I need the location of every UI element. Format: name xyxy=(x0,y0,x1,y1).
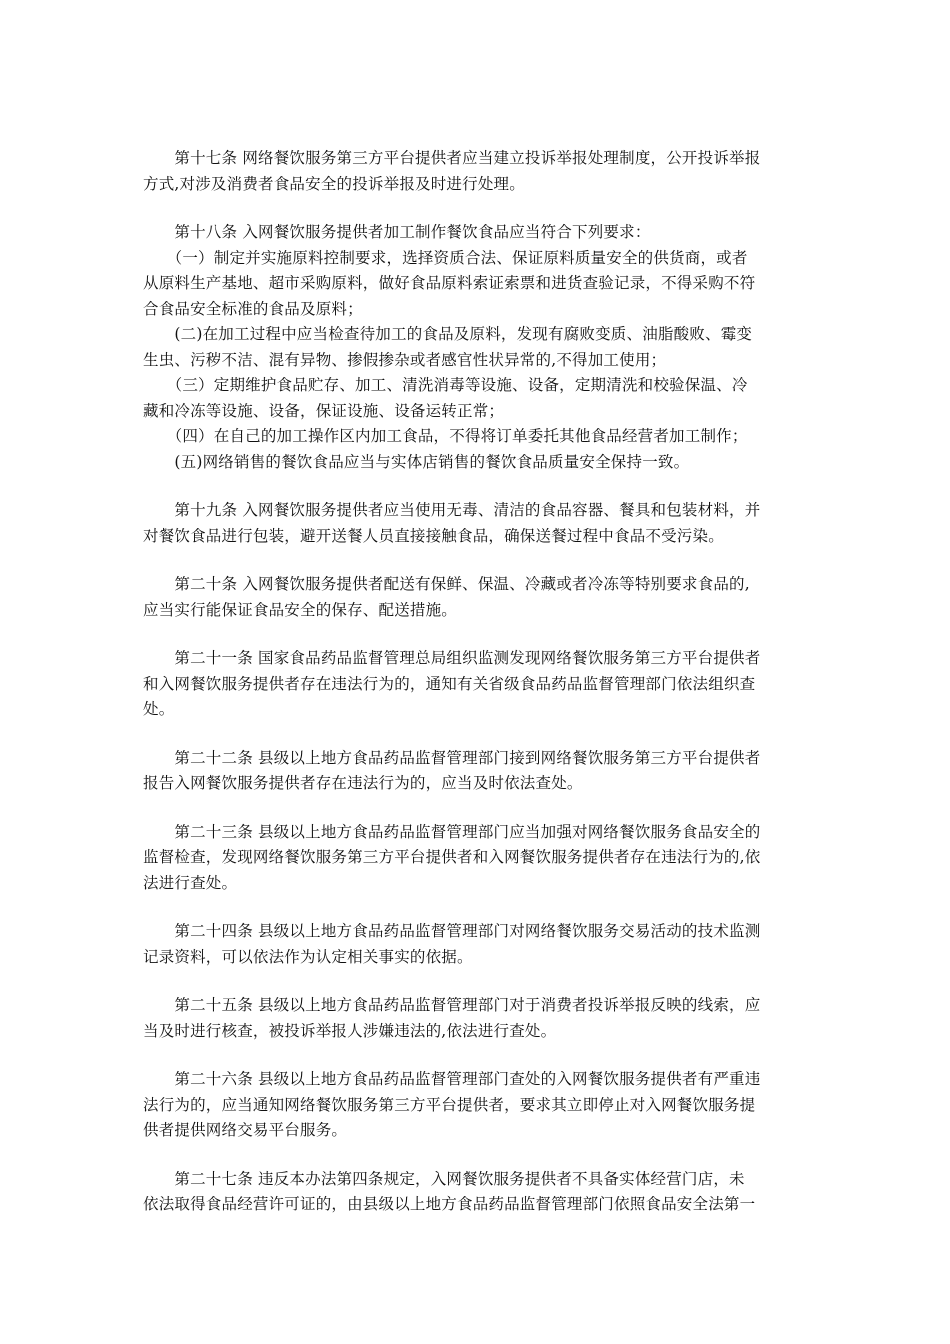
text-line: 第二十三条 县级以上地方食品药品监督管理部门应当加强对网络餐饮服务食品安全的 xyxy=(143,822,761,841)
text-line: 监督检查，发现网络餐饮服务第三方平台提供者和入网餐饮服务提供者存在违法行为的,依 xyxy=(143,848,761,866)
text-line: 第二十七条 违反本办法第四条规定，入网餐饮服务提供者不具备实体经营门店，未 xyxy=(143,1169,745,1188)
text-line: 第十八条 入网餐饮服务提供者加工制作餐饮食品应当符合下列要求： xyxy=(143,223,651,241)
text-line: 和入网餐饮服务提供者存在违法行为的，通知有关省级食品药品监督管理部门依法组织查 xyxy=(143,674,756,693)
list-item-1: （一）制定并实施原料控制要求，选择资质合法、保证原料质量安全的供货商，或者 xyxy=(143,248,748,267)
article-26 xyxy=(143,1067,810,1144)
text-line: 藏和冷冻等设施、设备，保证设施、设备运转正常； xyxy=(143,401,505,420)
article-24 xyxy=(143,919,810,970)
text-line: 生虫、污秽不洁、混有异物、掺假掺杂或者感官性状异常的,不得加工使用； xyxy=(143,350,667,369)
text-line: 合食品安全标准的食品及原料； xyxy=(143,299,363,318)
list-item-2: (二)在加工过程中应当检查待加工的食品及原料，发现有腐败变质、油脂酸败、霉变 xyxy=(143,325,753,343)
article-22 xyxy=(143,746,810,797)
article-18 xyxy=(143,220,810,475)
text-line: 记录资料，可以依法作为认定相关事实的依据。 xyxy=(143,947,473,966)
text-line: 应当实行能保证食品安全的保存、配送措施。 xyxy=(143,600,458,619)
text-line: 当及时进行核查，被投诉举报人涉嫌违法的,依法进行查处。 xyxy=(143,1021,557,1040)
text-line: 第二十一条 国家食品药品监督管理总局组织监测发现网络餐饮服务第三方平台提供者 xyxy=(143,649,761,667)
text-line: 第十九条 入网餐饮服务提供者应当使用无毒、清洁的食品容器、餐具和包装材料，并 xyxy=(143,501,761,519)
text-line: 第二十四条 县级以上地方食品药品监督管理部门对网络餐饮服务交易活动的技术监测 xyxy=(143,922,761,940)
text-line: 从原料生产基地、超市采购原料，做好食品原料索证索票和进货查验记录，不得采购不符 xyxy=(143,274,756,292)
document-page xyxy=(143,146,810,1241)
article-21 xyxy=(143,646,810,723)
text-line: 报告入网餐饮服务提供者存在违法行为的，应当及时依法查处。 xyxy=(143,774,583,792)
text-line: 法行为的，应当通知网络餐饮服务第三方平台提供者，要求其立即停止对入网餐饮服务提 xyxy=(143,1095,756,1114)
text-line: 对餐饮食品进行包装，避开送餐人员直接接触食品，确保送餐过程中食品不受污染。 xyxy=(143,526,724,545)
text-line: 第十七条 网络餐饮服务第三方平台提供者应当建立投诉举报处理制度，公开投诉举报 xyxy=(143,149,761,167)
article-25 xyxy=(143,993,810,1044)
list-item-4: （四）在自己的加工操作区内加工食品，不得将订单委托其他食品经营者加工制作； xyxy=(143,427,748,445)
article-23 xyxy=(143,820,810,897)
text-line: 第二十二条 县级以上地方食品药品监督管理部门接到网络餐饮服务第三方平台提供者 xyxy=(143,748,761,767)
text-line: 第二十条 入网餐饮服务提供者配送有保鲜、保温、冷藏或者冷冻等特别要求食品的, xyxy=(143,575,750,593)
list-item-3: （三）定期维护食品贮存、加工、清洗消毒等设施、设备，定期清洗和校验保温、冷 xyxy=(143,376,748,394)
article-19 xyxy=(143,498,810,549)
article-20 xyxy=(143,572,810,623)
article-27 xyxy=(143,1167,810,1218)
list-item-5: (五)网络销售的餐饮食品应当与实体店销售的餐饮食品质量安全保持一致。 xyxy=(143,452,690,471)
text-line: 依法取得食品经营许可证的，由县级以上地方食品药品监督管理部门依照食品安全法第一 xyxy=(143,1195,756,1213)
article-17 xyxy=(143,146,810,197)
text-line: 第二十五条 县级以上地方食品药品监督管理部门对于消费者投诉举报反映的线索，应 xyxy=(143,996,761,1014)
text-line: 供者提供网络交易平台服务。 xyxy=(143,1121,348,1139)
text-line: 法进行查处。 xyxy=(143,873,238,892)
text-line: 处。 xyxy=(143,700,175,718)
text-line: 第二十六条 县级以上地方食品药品监督管理部门查处的入网餐饮服务提供者有严重违 xyxy=(143,1070,761,1088)
text-line: 方式,对涉及消费者食品安全的投诉举报及时进行处理。 xyxy=(143,174,525,193)
